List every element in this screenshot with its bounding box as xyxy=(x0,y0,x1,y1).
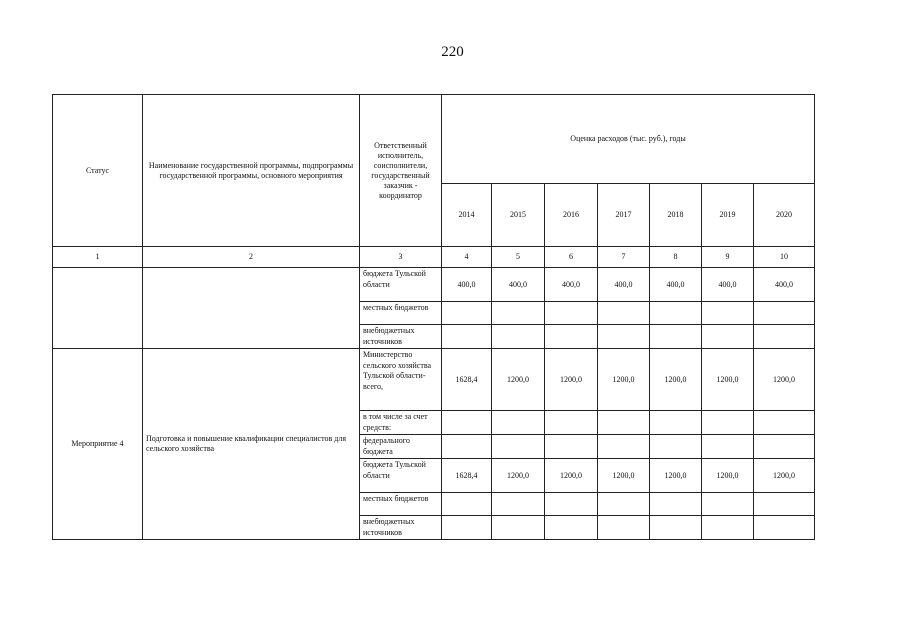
value-cell xyxy=(545,493,598,516)
header-estimate: Оценка расходов (тыс. руб.), годы xyxy=(442,95,815,184)
value-cell xyxy=(754,302,815,325)
value-cell: 400,0 xyxy=(492,268,545,302)
value-cell: 400,0 xyxy=(545,268,598,302)
header-name: Наименование государственной программы, подпрограммы государственной программы, основного мероприятия xyxy=(143,95,360,247)
status-cell-empty xyxy=(53,268,143,349)
value-cell: 1200,0 xyxy=(702,459,754,493)
name-cell: Подготовка и повышение квалификации специалистов для сельского хозяйства xyxy=(143,349,360,540)
header-year: 2014 xyxy=(442,184,492,247)
value-cell xyxy=(702,411,754,435)
value-cell xyxy=(754,411,815,435)
value-cell xyxy=(702,302,754,325)
header-year: 2017 xyxy=(598,184,650,247)
value-cell xyxy=(650,302,702,325)
name-cell-empty xyxy=(143,268,360,349)
value-cell xyxy=(492,516,545,540)
header-year: 2016 xyxy=(545,184,598,247)
page-number: 220 xyxy=(441,44,464,60)
value-cell xyxy=(598,411,650,435)
source-cell: в том числе за счет средств: xyxy=(360,411,442,435)
header-year: 2019 xyxy=(702,184,754,247)
column-number: 10 xyxy=(754,247,815,268)
value-cell xyxy=(598,302,650,325)
value-cell xyxy=(545,516,598,540)
header-year: 2018 xyxy=(650,184,702,247)
value-cell: 400,0 xyxy=(754,268,815,302)
value-cell xyxy=(650,493,702,516)
value-cell xyxy=(650,516,702,540)
value-cell: 1628,4 xyxy=(442,459,492,493)
value-cell xyxy=(442,302,492,325)
column-number: 5 xyxy=(492,247,545,268)
value-cell: 400,0 xyxy=(442,268,492,302)
column-number: 4 xyxy=(442,247,492,268)
value-cell xyxy=(598,493,650,516)
value-cell xyxy=(492,435,545,459)
value-cell: 1200,0 xyxy=(598,349,650,411)
value-cell xyxy=(545,325,598,349)
column-number: 1 xyxy=(53,247,143,268)
header-row-1 xyxy=(53,95,815,184)
value-cell: 1200,0 xyxy=(754,459,815,493)
value-cell: 1200,0 xyxy=(650,349,702,411)
source-cell: местных бюджетов xyxy=(360,302,442,325)
value-cell: 1200,0 xyxy=(754,349,815,411)
value-cell xyxy=(545,302,598,325)
header-year: 2015 xyxy=(492,184,545,247)
source-cell: внебюджетных источников xyxy=(360,516,442,540)
value-cell xyxy=(702,493,754,516)
budget-table xyxy=(52,94,815,540)
table-row xyxy=(53,349,815,411)
header-responsible: Ответственный исполнитель, соисполнители, государственный заказчик - координатор xyxy=(360,95,442,247)
column-number-row xyxy=(53,247,815,268)
column-number: 7 xyxy=(598,247,650,268)
value-cell: 1200,0 xyxy=(650,459,702,493)
column-number: 2 xyxy=(143,247,360,268)
column-number: 8 xyxy=(650,247,702,268)
source-cell: местных бюджетов xyxy=(360,493,442,516)
value-cell xyxy=(598,435,650,459)
value-cell xyxy=(442,411,492,435)
value-cell xyxy=(545,411,598,435)
value-cell xyxy=(650,325,702,349)
value-cell: 1200,0 xyxy=(545,349,598,411)
value-cell: 1200,0 xyxy=(492,349,545,411)
value-cell: 1200,0 xyxy=(702,349,754,411)
value-cell xyxy=(442,435,492,459)
column-number: 6 xyxy=(545,247,598,268)
source-cell: бюджета Тульской области xyxy=(360,459,442,493)
value-cell xyxy=(598,325,650,349)
value-cell xyxy=(754,435,815,459)
value-cell xyxy=(442,516,492,540)
column-number: 9 xyxy=(702,247,754,268)
value-cell: 1200,0 xyxy=(598,459,650,493)
header-status: Статус xyxy=(53,95,143,247)
source-cell: бюджета Тульской области xyxy=(360,268,442,302)
source-cell: внебюджетных источников xyxy=(360,325,442,349)
value-cell xyxy=(650,411,702,435)
value-cell xyxy=(702,325,754,349)
value-cell xyxy=(754,325,815,349)
value-cell xyxy=(702,516,754,540)
status-cell: Мероприятие 4 xyxy=(53,349,143,540)
value-cell: 1200,0 xyxy=(545,459,598,493)
value-cell xyxy=(650,435,702,459)
value-cell xyxy=(442,325,492,349)
source-cell: Министерство сельского хозяйства Тульской области- всего, xyxy=(360,349,442,411)
value-cell xyxy=(545,435,598,459)
value-cell: 400,0 xyxy=(650,268,702,302)
value-cell xyxy=(754,493,815,516)
value-cell xyxy=(492,411,545,435)
column-number: 3 xyxy=(360,247,442,268)
value-cell xyxy=(492,325,545,349)
header-year: 2020 xyxy=(754,184,815,247)
value-cell: 1628,4 xyxy=(442,349,492,411)
value-cell xyxy=(598,516,650,540)
table-row xyxy=(53,268,815,302)
value-cell xyxy=(492,302,545,325)
value-cell xyxy=(442,493,492,516)
value-cell xyxy=(702,435,754,459)
source-cell: федерального бюджета xyxy=(360,435,442,459)
value-cell: 400,0 xyxy=(598,268,650,302)
value-cell: 400,0 xyxy=(702,268,754,302)
value-cell xyxy=(492,493,545,516)
value-cell xyxy=(754,516,815,540)
value-cell: 1200,0 xyxy=(492,459,545,493)
